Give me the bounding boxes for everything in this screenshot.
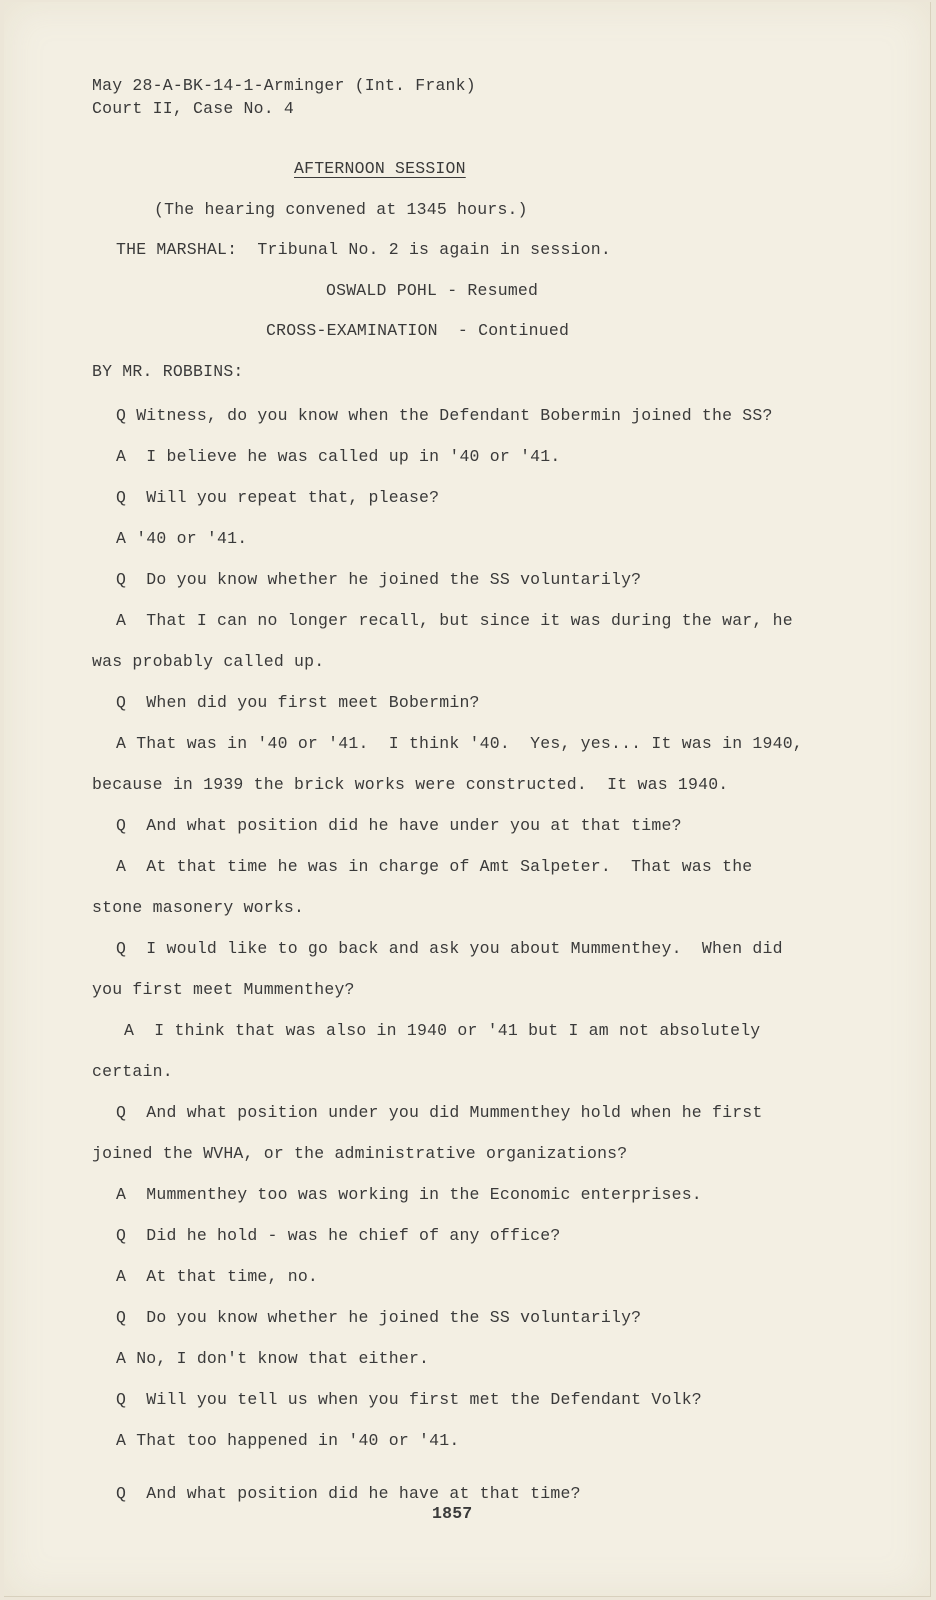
transcript-line: Q And what position under you did Mummenthey hold when he first: [116, 1103, 763, 1122]
transcript-line: A I think that was also in 1940 or '41 but I am not absolutely: [124, 1021, 761, 1040]
transcript-line: Q Witness, do you know when the Defendant Bobermin joined the SS?: [116, 406, 773, 425]
transcript-line: Q And what position did he have at that time?: [116, 1484, 581, 1503]
transcript-line: A Mummenthey too was working in the Economic enterprises.: [116, 1185, 702, 1204]
transcript-line: A That too happened in '40 or '41.: [116, 1431, 460, 1450]
transcript-line: A '40 or '41.: [116, 529, 248, 548]
transcript-line: Q Will you repeat that, please?: [116, 488, 440, 507]
transcript-line: you first meet Mummenthey?: [92, 980, 355, 999]
transcript-line: A At that time he was in charge of Amt Salpeter. That was the: [116, 857, 753, 876]
examiner-label: BY MR. ROBBINS:: [92, 362, 244, 381]
witness-heading: OSWALD POHL - Resumed: [326, 281, 539, 300]
transcript-line: A That I can no longer recall, but since it was during the war, he: [116, 611, 793, 630]
transcript-line: Q Did he hold - was he chief of any office?: [116, 1226, 561, 1245]
transcript-line: stone masonery works.: [92, 898, 305, 917]
transcript-line: Q Do you know whether he joined the SS voluntarily?: [116, 1308, 642, 1327]
transcript-line: Q When did you first meet Bobermin?: [116, 693, 480, 712]
header-court: Court II, Case No. 4: [92, 99, 295, 118]
transcript-line: Q I would like to go back and ask you about Mummenthey. When did: [116, 939, 783, 958]
convened-note: (The hearing convened at 1345 hours.): [154, 200, 528, 219]
transcript-line: A At that time, no.: [116, 1267, 319, 1286]
transcript-line: Q Will you tell us when you first met the Defendant Volk?: [116, 1390, 702, 1409]
session-title: AFTERNOON SESSION: [294, 159, 466, 178]
transcript-line: certain.: [92, 1062, 173, 1081]
document-page: [4, 2, 931, 1597]
transcript-line: because in 1939 the brick works were constructed. It was 1940.: [92, 775, 729, 794]
transcript-line: Q Do you know whether he joined the SS voluntarily?: [116, 570, 642, 589]
transcript-line: A No, I don't know that either.: [116, 1349, 430, 1368]
marshal-statement: THE MARSHAL: Tribunal No. 2 is again in session.: [116, 240, 611, 259]
transcript-line: joined the WVHA, or the administrative organizations?: [92, 1144, 628, 1163]
examination-heading: CROSS-EXAMINATION - Continued: [266, 321, 570, 340]
transcript-line: A I believe he was called up in '40 or '41.: [116, 447, 561, 466]
page-number: 1857: [432, 1504, 473, 1523]
transcript-line: was probably called up.: [92, 652, 325, 671]
header-reference: May 28-A-BK-14-1-Arminger (Int. Frank): [92, 76, 476, 95]
transcript-line: Q And what position did he have under you at that time?: [116, 816, 682, 835]
transcript-line: A That was in '40 or '41. I think '40. Yes, yes... It was in 1940,: [116, 734, 803, 753]
